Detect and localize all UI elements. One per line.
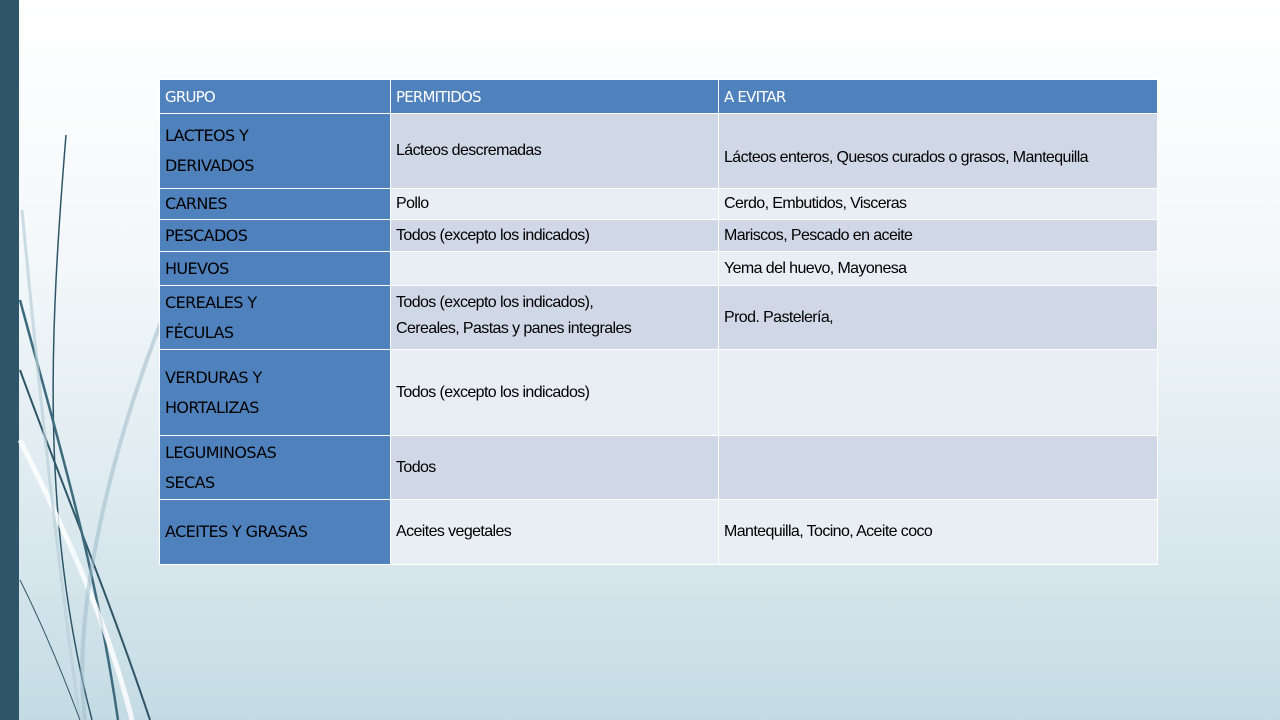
group-cell: ACEITES Y GRASAS <box>160 500 391 565</box>
group-cell: LACTEOS Y DERIVADOS <box>160 114 391 189</box>
table-row <box>160 350 1158 436</box>
allowed-cell: Lácteos descremadas <box>391 114 719 189</box>
allowed-cell: Todos (excepto los indicados) <box>391 350 719 436</box>
avoid-cell: Mariscos, Pescado en aceite <box>719 220 1158 252</box>
group-cell: LEGUMINOSAS SECAS <box>160 436 391 500</box>
avoid-cell <box>719 436 1158 500</box>
allowed-cell: Pollo <box>391 189 719 220</box>
table-row <box>160 436 1158 500</box>
avoid-cell: Cerdo, Embutidos, Visceras <box>719 189 1158 220</box>
header-a-evitar: A EVITAR <box>719 80 1158 114</box>
table-header-row <box>160 80 1158 114</box>
diet-table <box>159 79 1158 565</box>
table-row <box>160 220 1158 252</box>
table-row <box>160 114 1158 189</box>
header-grupo: GRUPO <box>160 80 391 114</box>
allowed-cell <box>391 252 719 286</box>
allowed-cell: Todos (excepto los indicados), Cereales, Pastas y panes integrales <box>391 286 719 350</box>
group-cell: PESCADOS <box>160 220 391 252</box>
group-cell: CARNES <box>160 189 391 220</box>
table-row <box>160 252 1158 286</box>
table-row <box>160 286 1158 350</box>
avoid-cell <box>719 350 1158 436</box>
allowed-cell: Todos <box>391 436 719 500</box>
avoid-cell: Lácteos enteros, Quesos curados o grasos, Mantequilla <box>719 114 1158 189</box>
avoid-cell: Yema del huevo, Mayonesa <box>719 252 1158 286</box>
group-cell: VERDURAS Y HORTALIZAS <box>160 350 391 436</box>
avoid-cell: Mantequilla, Tocino, Aceite coco <box>719 500 1158 565</box>
table-row <box>160 189 1158 220</box>
allowed-cell: Todos (excepto los indicados) <box>391 220 719 252</box>
group-cell: CEREALES Y FÉCULAS <box>160 286 391 350</box>
header-permitidos: PERMITIDOS <box>391 80 719 114</box>
group-cell: HUEVOS <box>160 252 391 286</box>
table-row <box>160 500 1158 565</box>
avoid-cell: Prod. Pastelería, <box>719 286 1158 350</box>
allowed-cell: Aceites vegetales <box>391 500 719 565</box>
